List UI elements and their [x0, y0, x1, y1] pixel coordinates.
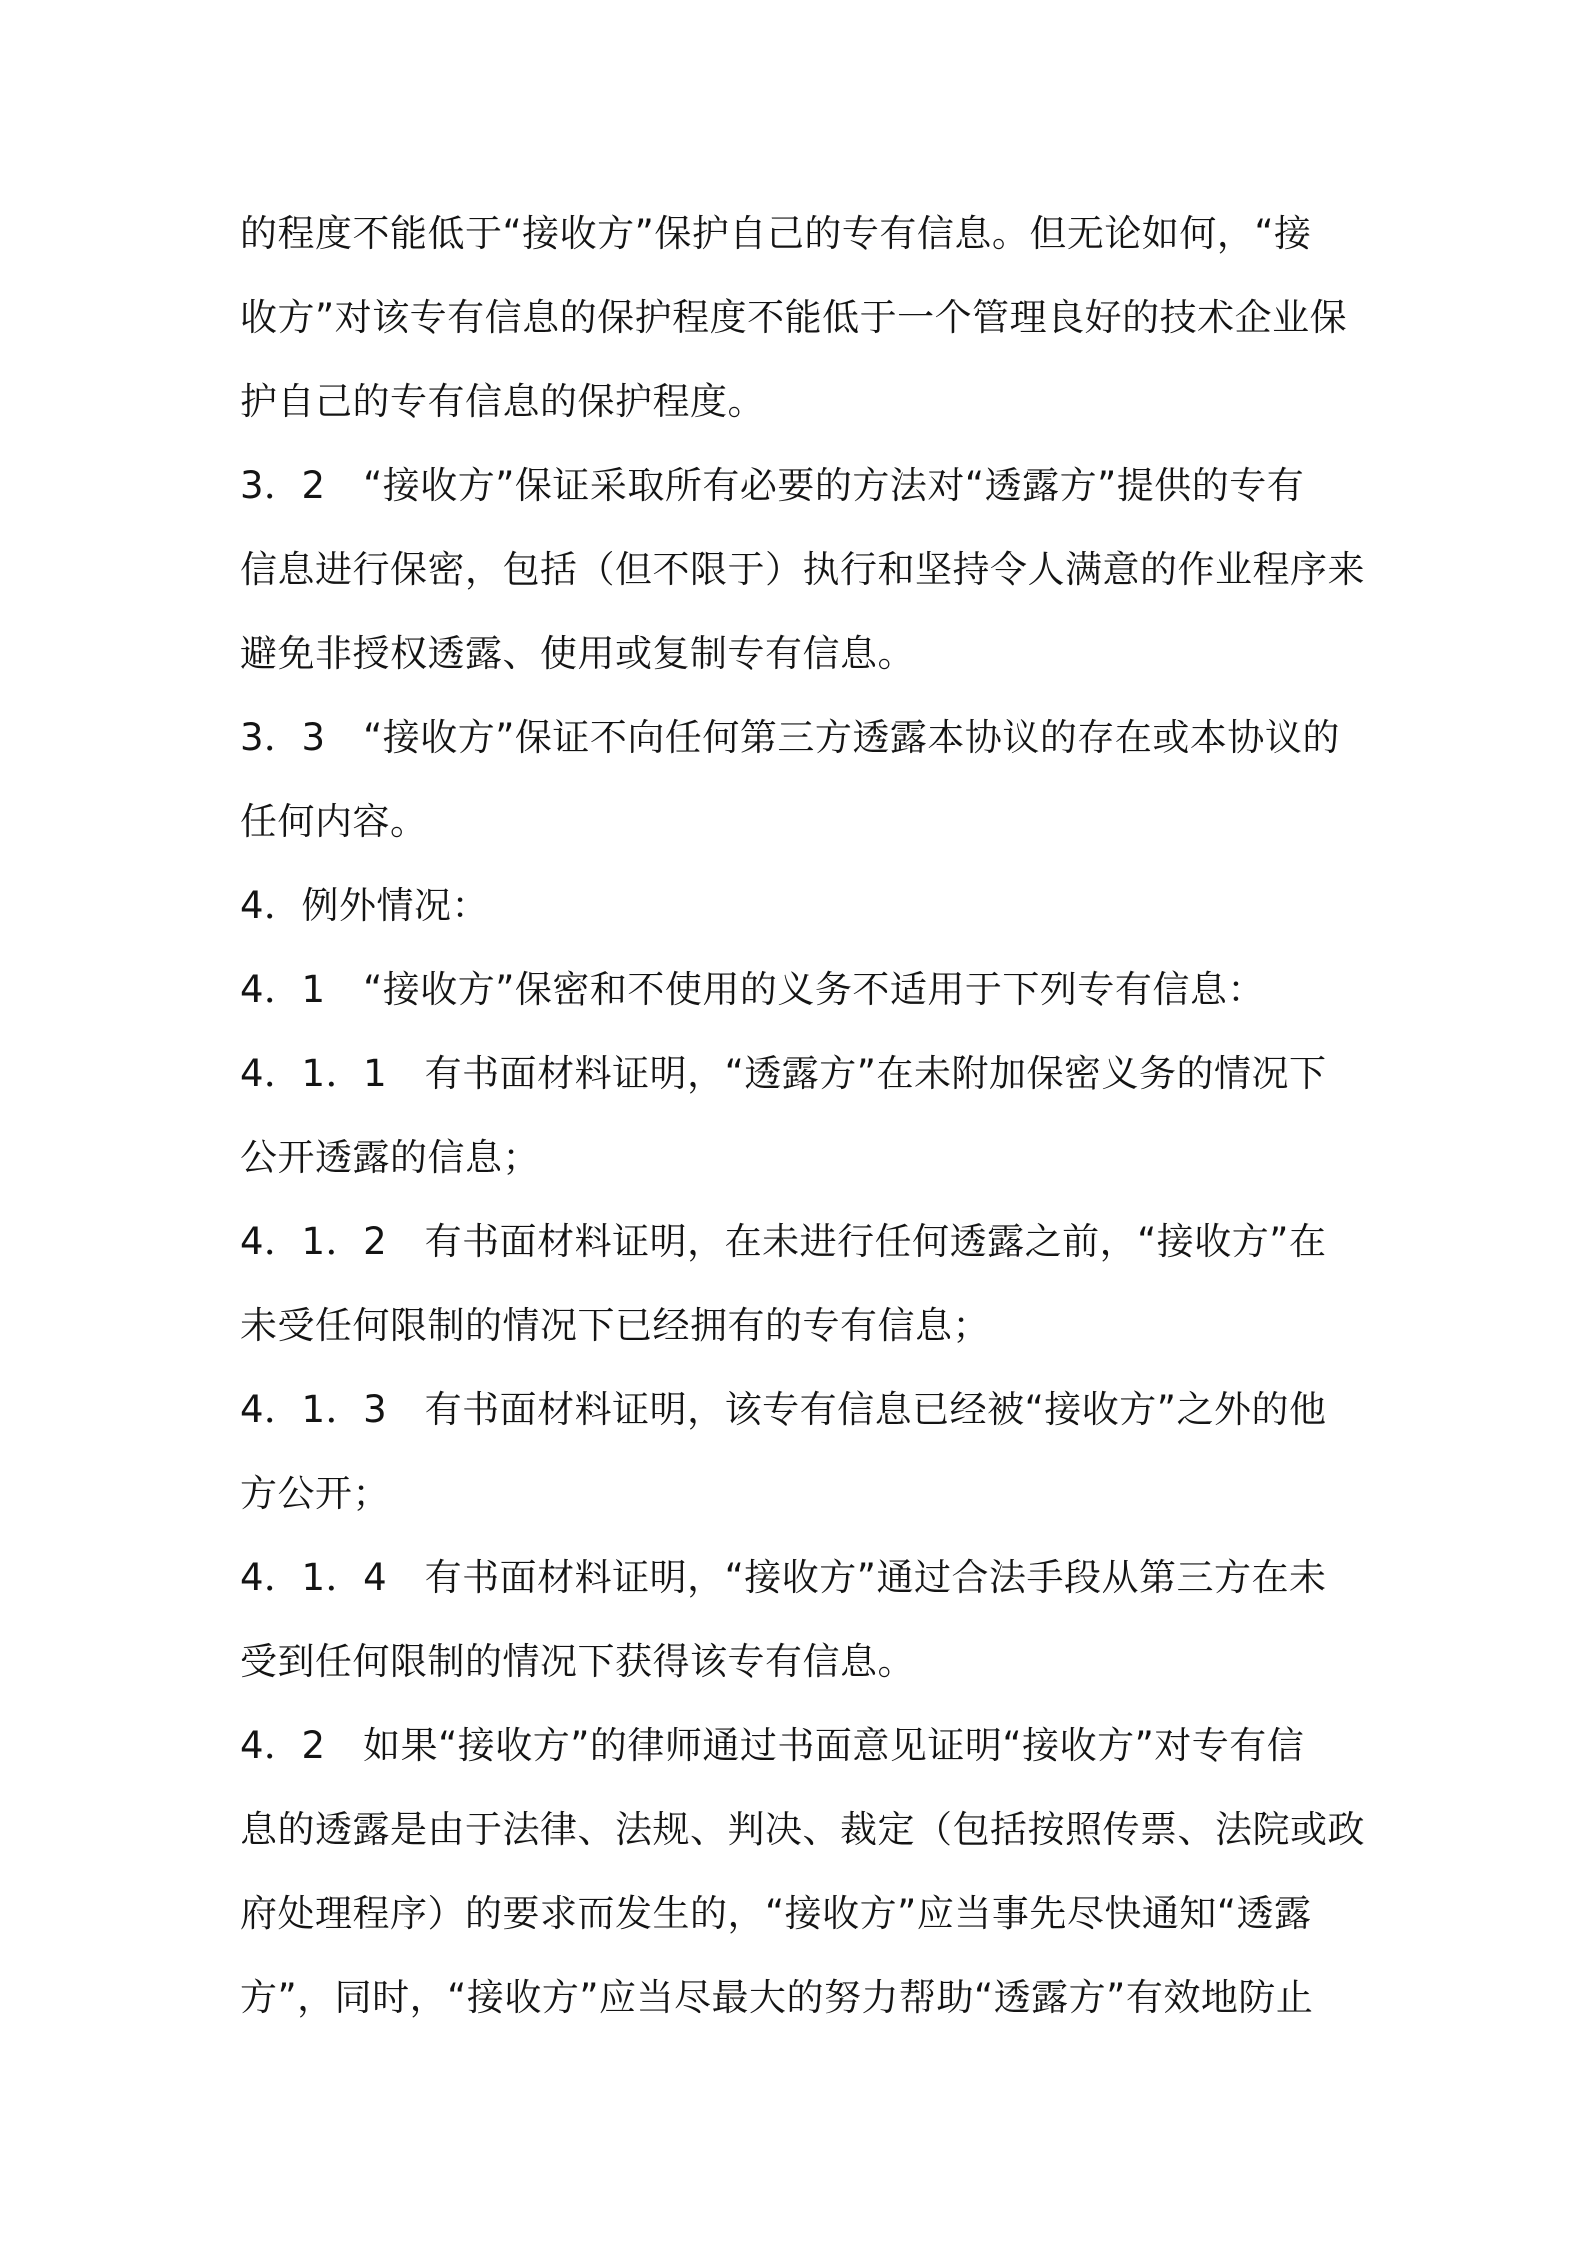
text-line: 3．3 “接收方”保证不向任何第三方透露本协议的存在或本协议的 — [240, 716, 1340, 759]
text-line: 任何内容。 — [240, 800, 428, 843]
text-line: 方”，同时，“接收方”应当尽最大的努力帮助“透露方”有效地防止 — [240, 1976, 1314, 2019]
text-line: 4．1 “接收方”保密和不使用的义务不适用于下列专有信息： — [240, 968, 1265, 1011]
text-line: 4．1．2 有书面材料证明，在未进行任何透露之前，“接收方”在 — [240, 1220, 1327, 1263]
text-line: 府处理程序）的要求而发生的，“接收方”应当事先尽快通知“透露 — [240, 1892, 1312, 1935]
text-line: 4．1．3 有书面材料证明，该专有信息已经被“接收方”之外的他 — [240, 1388, 1327, 1431]
text-line: 方公开； — [240, 1472, 390, 1515]
document-body — [240, 192, 1365, 2040]
text-line: 4．1．1 有书面材料证明，“透露方”在未附加保密义务的情况下 — [240, 1052, 1327, 1095]
text-line: 的程度不能低于“接收方”保护自己的专有信息。但无论如何，“接 — [240, 212, 1312, 255]
text-line: 未受任何限制的情况下已经拥有的专有信息； — [240, 1304, 990, 1347]
text-line: 收方”对该专有信息的保护程度不能低于一个管理良好的技术企业保 — [240, 296, 1348, 339]
text-line: 公开透露的信息； — [240, 1136, 540, 1179]
text-line: 信息进行保密，包括（但不限于）执行和坚持令人满意的作业程序来 — [240, 548, 1365, 591]
text-line: 受到任何限制的情况下获得该专有信息。 — [240, 1640, 915, 1683]
text-line: 4．1．4 有书面材料证明，“接收方”通过合法手段从第三方在未 — [240, 1556, 1327, 1599]
text-line: 护自己的专有信息的保护程度。 — [240, 380, 765, 423]
section-heading: 4．例外情况： — [240, 884, 490, 927]
text-line: 3．2 “接收方”保证采取所有必要的方法对“透露方”提供的专有 — [240, 464, 1305, 507]
text-line: 4．2 如果“接收方”的律师通过书面意见证明“接收方”对专有信 — [240, 1724, 1305, 1767]
text-line: 息的透露是由于法律、法规、判决、裁定（包括按照传票、法院或政 — [240, 1808, 1365, 1851]
text-line: 避免非授权透露、使用或复制专有信息。 — [240, 632, 915, 675]
